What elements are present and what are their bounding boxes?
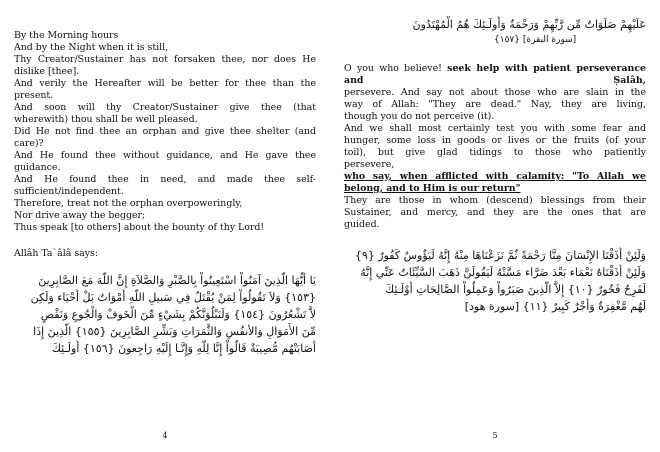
translation-line-emphasis: who say, when afflicted with calamity: "To Allah we [344,171,646,182]
translation-line [344,63,646,87]
poem-line: Thus speak [to others] about the bounty of thy Lord! [14,222,265,233]
poem-line: present. [14,90,54,101]
poem-line: Did He not find thee an orphan and give thee shelter (and [14,126,316,137]
arabic-verses [344,247,646,315]
poem-line: Nor drive away the begger; [14,210,146,221]
arabic-line: عَلَيْهِمْ صَلَوَاتٌ مِّن رَّبِّهِمْ وَرَحْمَةٌ وَأُولَـئِكَ هُمُ الْمُهْتَدُونَ [412,18,646,31]
arabic-line: مِّنَ الأَمَوَالِ وَالأنفُسِ وَالثَّمَرَاتِ وَبَشِّرِ الصَّابِرِينَ {١٥٥} الَّذِينَ إِذَا [33,325,316,338]
translation-line: way of Allah: "They are dead." Nay, they are living, [344,99,646,110]
arabic-line: لاَّ تَشْعُرُونَ {١٥٤} وَلَنَبْلُوَنَّكُمْ بِشَيْءٍ مِّنَ الْخَوفْ وَالْجُوعِ وَنَقْصٍ [40,308,316,321]
arabic-line: لَفَرِحٌ فَخُورٌ {١٠} إِلاَّ الَّذِينَ صَبَرُواْ وَعَمِلُواْ الصَّالِحَاتِ أُوْلَـئِكَ [385,283,646,296]
translation-line: guided. [344,219,380,230]
translation-line: Sustainer, and mercy, and they are the ones that are [344,207,646,218]
surah-reference: {١٥٧} [سورة البقرة] [494,35,577,45]
poem-line: And He found thee without guidance, and He gave thee [14,150,316,161]
page-number: 5 [492,431,498,440]
right-page [330,0,660,452]
arabic-line: أَصَابَتْهُم مُّصِيبَةٌ قَالُواْ إِنَّا لِلّهِ وَإِنَّـا إِلَيْهِ رَاجِعونَ {١٥٦} أُولَـئِكَ [51,342,316,355]
arabic-line: يَا أَيُّهَا الَّذِينَ آمَنُواْ اسْتَعِينُواْ بِالصَّبْرِ وَالصَّلاَةِ إِنَّ اللّهَ مَعَ الصَّابِرِينَ [38,274,316,287]
translation-line: toil), but give glad tidings to those who patiently [344,147,646,158]
poem-line: Thy Creator/Sustainer has not forsaken thee, nor does He [14,54,316,65]
intro-text: Allâh Ta`âlâ says: [14,248,98,259]
translation-paragraph [344,63,646,231]
arabic-top-verse [344,16,646,33]
poem-line: And soon will thy Creator/Sustainer give thee (that [14,102,316,113]
poem-translation [14,30,316,234]
poem-line: And by the Night when it is still, [14,42,169,53]
translation-line-emphasis: belong, and to Him is our return" [344,183,521,194]
arabic-line: وَلَئِنْ أَذَقْنَا الإِنْسَانَ مِنَّا رَحْمَةً ثُمَّ نَزَعْنَاهَا مِنْهُ إِنَّهُ لَيَؤُوسٌ كَفُورٌ {٩} [354,249,646,262]
page-number: 4 [162,431,168,440]
arabic-line: وَلَئِنْ أَذَقْنَاهُ نَعْمَاء بَعْدَ ضَرَّاء مَسَّتْهُ لَيَقُولَنَّ ذَهَبَ السَّيِّئَاتُ عَنِّي إِنَّهُ [360,266,646,279]
translation-line: hunger, some loss in goods or lives or the fruits (of your [344,135,646,146]
translation-line: They are those in whom (descend) blessings from their [344,195,646,206]
poem-line: wherewith) thou shall be well pleased. [14,114,198,125]
poem-line: And He found thee in need, and made thee self- [14,174,316,185]
poem-line: And verily the Hereafter will be better for thee than the [14,78,316,89]
poem-line: care)? [14,138,44,149]
arabic-verses [14,272,316,357]
poem-line: sufficient/independent. [14,186,124,197]
poem-line: guidance. [14,162,61,173]
translation-line: though you do not perceive (it). [344,111,495,122]
emphasis-text: seek help with patient perseverance and Ṣalâh, [344,63,647,86]
poem-line: Therefore, treat not the orphan overpoweringly, [14,198,243,209]
poem-line: By the Morning hours [14,30,119,41]
translation-line: persevere. And say not about those who are slain in the [344,87,646,98]
translation-line: persevere, [344,159,395,170]
poem-line: dislike [thee]. [14,66,80,77]
translation-line: And we shall most certainly test you with some fear and [344,123,646,134]
arabic-line: لَهُم مَّغْفِرَةٌ وَأَجْرٌ كَبِيرٌ {١١} [سورة هود] [464,300,646,313]
arabic-line: {١٥٣} وَلاَ تَقُولُواْ لِمَنْ يُقْتَلُ فِي سَبيلِ اللّهِ أَمْوَاتٌ بَلْ أَحْيَاء وَلَكِن [30,291,316,304]
line-text: O you who believe! [344,63,442,74]
